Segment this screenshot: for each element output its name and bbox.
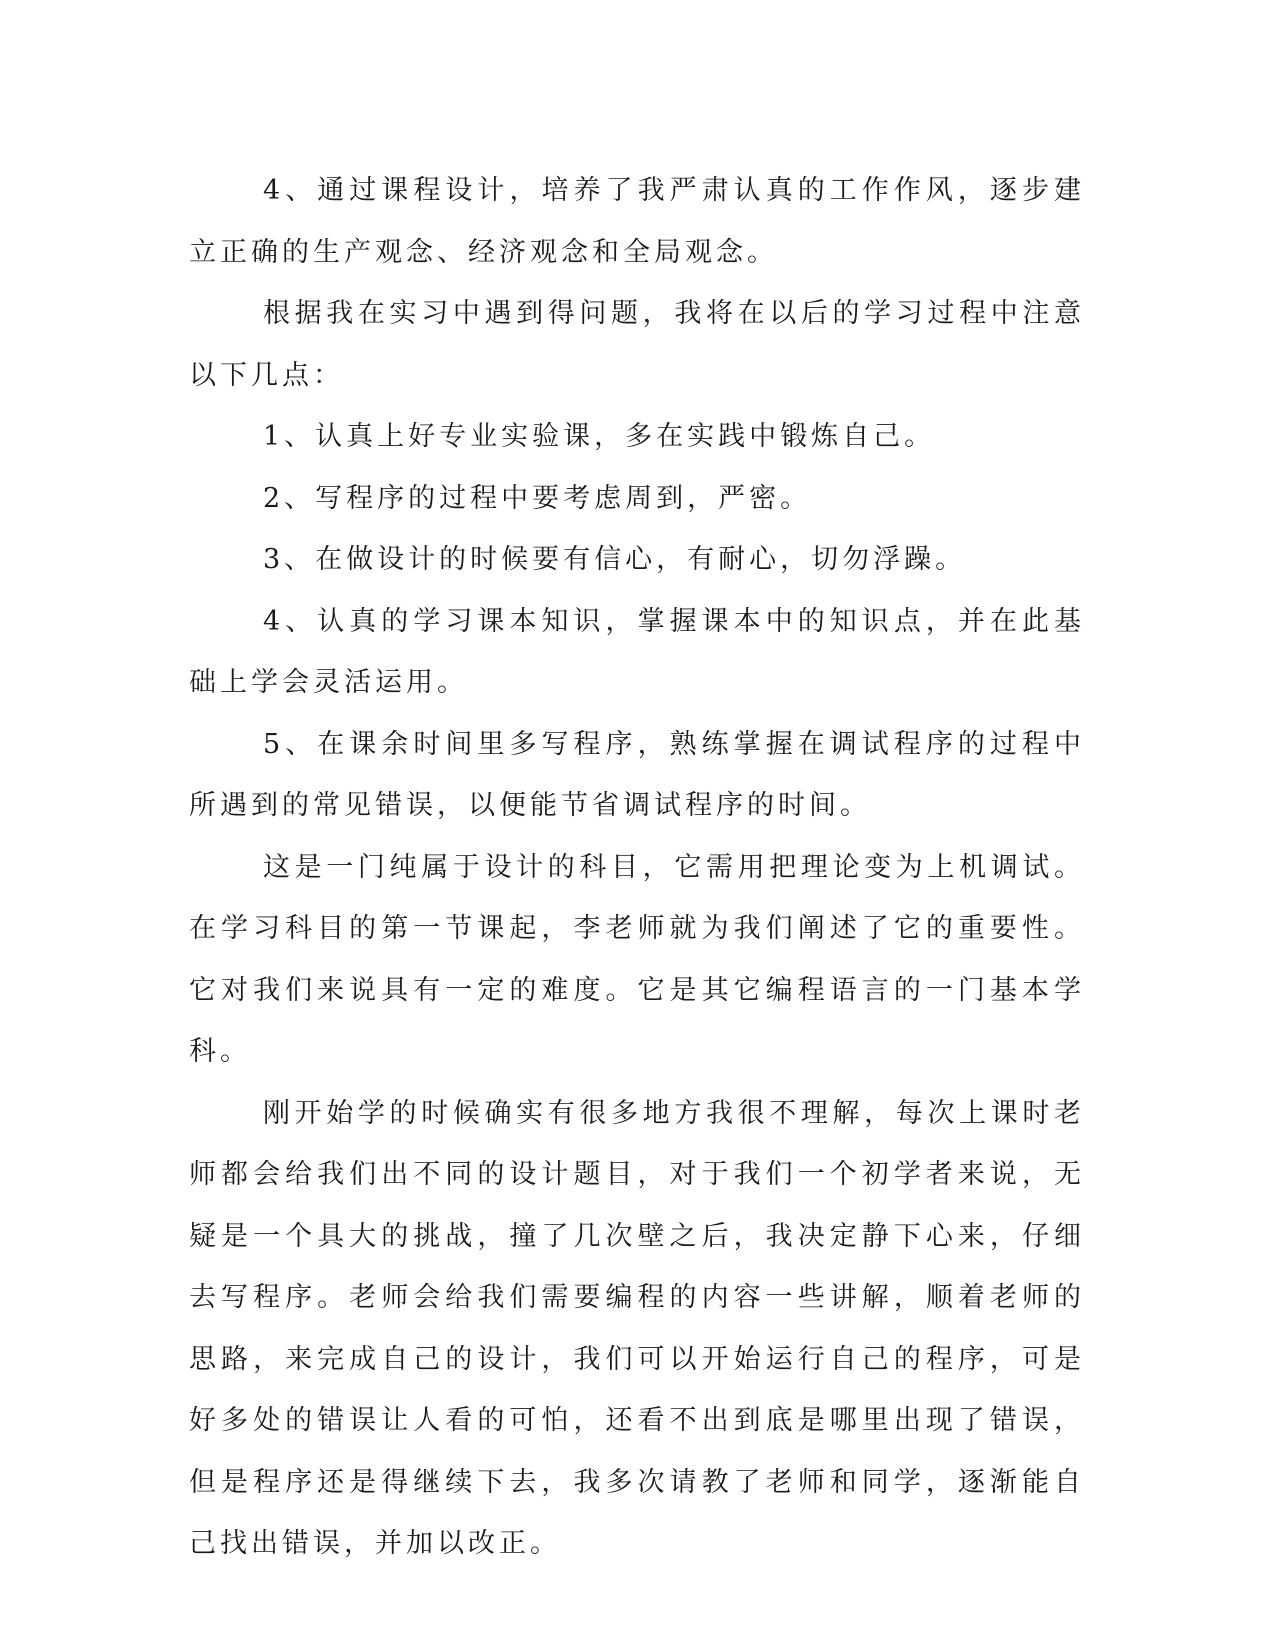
paragraph-course-description: 这是一门纯属于设计的科目，它需用把理论变为上机调试。在学习科目的第一节课起，李老师就为我们阐述了它的重要性。它对我们来说具有一定的难度。它是其它编程语言的一门基本学科。 [189, 851, 1085, 1067]
paragraph-learning-experience: 刚开始学的时候确实有很多地方我很不理解，每次上课时老师都会给我们出不同的设计题目，对于我们一个初学者来说，无疑是一个具大的挑战，撞了几次壁之后，我决定静下心来，仔细去写程序。老师会给我们需要编程的内容一些讲解，顺着老师的思路，来完成自己的设计，我们可以开始运行自己的程序，可是好多处的错误让人看的可怕，还看不出到底是哪里出现了错误，但是程序还是得继续下去，我多次请教了老师和同学，逐渐能自己找出错误，并加以改正。 [189, 1097, 1085, 1559]
paragraph-point-5: 5、在课余时间里多写程序，熟练掌握在调试程序的过程中所遇到的常见错误，以便能节省调试程序的时间。 [189, 728, 1085, 821]
paragraph-point-2: 2、写程序的过程中要考虑周到，严密。 [263, 482, 812, 514]
document-body [189, 160, 1085, 1575]
paragraph-summary-4: 4、通过课程设计，培养了我严肃认真的工作作风，逐步建立正确的生产观念、经济观念和全局观念。 [189, 175, 1085, 268]
paragraph-point-3: 3、在做设计的时候要有信心，有耐心，切勿浮躁。 [263, 544, 967, 575]
paragraph-point-1: 1、认真上好专业实验课，多在实践中锻炼自己。 [263, 421, 936, 452]
paragraph-point-4: 4、认真的学习课本知识，掌握课本中的知识点，并在此基础上学会灵活运用。 [189, 605, 1085, 698]
paragraph-intro-points: 根据我在实习中遇到得问题，我将在以后的学习过程中注意以下几点： [189, 298, 1085, 391]
